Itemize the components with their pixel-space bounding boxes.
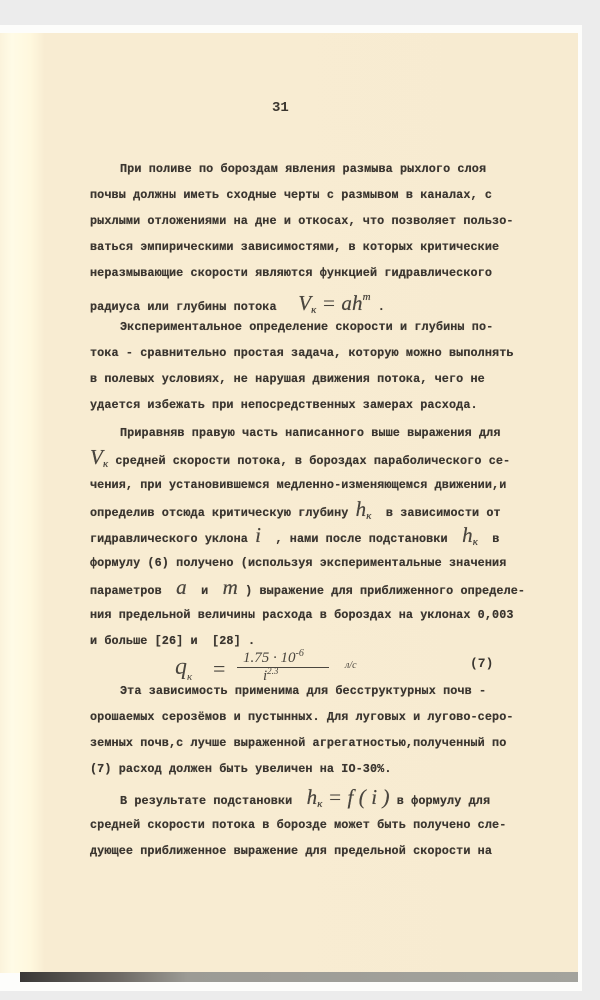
text-line bbox=[90, 346, 514, 360]
text-line bbox=[120, 162, 486, 176]
fraction-bar bbox=[237, 667, 329, 668]
text-line bbox=[120, 320, 493, 334]
text-run: гидравлического уклона bbox=[90, 532, 256, 546]
math-symbol: a bbox=[176, 575, 187, 599]
text-line bbox=[90, 292, 385, 315]
formula-numerator: $1.75 \cdot 10^{-6}$ bbox=[243, 648, 304, 666]
formula-denominator: $i^{2.3}$ bbox=[263, 666, 279, 684]
math-symbol: = $ah^m$ bbox=[316, 291, 371, 315]
text-run: чения, при установившемся медленно-изменяющемся движении,и bbox=[90, 478, 507, 492]
text-run: (7) расход должен быть увеличен на IO-30%. bbox=[90, 762, 392, 776]
text-run: формулу (6) получено (используя экспериментальные значения bbox=[90, 556, 507, 570]
text-run: В результате подстановки bbox=[120, 794, 307, 808]
math-symbol: $h_к$ bbox=[306, 785, 323, 810]
page-number: 31 bbox=[272, 100, 289, 116]
text-run: определив отсюда критическую глубину bbox=[90, 506, 356, 520]
text-line bbox=[90, 608, 514, 622]
text-run: Приравняв правую часть написанного выше выражения для bbox=[120, 426, 501, 440]
text-run: в зависимости от bbox=[371, 506, 501, 520]
text-line bbox=[120, 426, 501, 440]
text-line bbox=[90, 188, 492, 202]
text-line bbox=[90, 478, 506, 492]
text-line bbox=[90, 556, 506, 570]
math-symbol: i bbox=[255, 523, 262, 547]
text-run: тока - сравнительно простая задача, которую можно выполнять bbox=[90, 346, 514, 360]
text-line bbox=[90, 762, 392, 776]
text-run: земных почв,с лучше выраженной агрегатностью,полученный по bbox=[90, 736, 507, 750]
formula-reference-number: (7) bbox=[470, 656, 494, 671]
text-line bbox=[120, 684, 486, 698]
text-run: и больше [26] и [28] . bbox=[90, 634, 256, 648]
text-run: параметров bbox=[90, 584, 177, 598]
text-run: При поливе по бороздам явления размыва рыхлого слоя bbox=[120, 162, 487, 176]
math-symbol: $h_к$ bbox=[355, 497, 372, 522]
text-line bbox=[90, 372, 485, 386]
text-line bbox=[90, 214, 514, 228]
text-run: . bbox=[370, 300, 385, 314]
text-run: средней скорости потока в борозде может быть получено сле- bbox=[90, 818, 507, 832]
text-line bbox=[90, 736, 506, 750]
math-symbol: m bbox=[222, 575, 238, 599]
formula-equals: = bbox=[213, 656, 226, 681]
text-line bbox=[90, 445, 511, 470]
text-run: дующее приближенное выражение для предельной скорости на bbox=[90, 844, 493, 858]
text-run: почвы должны иметь сходные черты с размывом в каналах, с bbox=[90, 188, 493, 202]
text-line bbox=[90, 240, 499, 254]
text-line bbox=[90, 844, 492, 858]
text-run: орошаемых серозёмов и пустынных. Для луговых и лугово-серо- bbox=[90, 710, 514, 724]
text-line bbox=[120, 785, 491, 810]
text-line bbox=[90, 634, 255, 648]
text-line bbox=[90, 818, 506, 832]
text-run: в формулу для bbox=[389, 794, 491, 808]
text-run: ) выражение для приближенного определе- bbox=[237, 584, 526, 598]
text-run: средней скорости потока, в бороздах параболического се- bbox=[108, 454, 511, 468]
text-run: неразмывающие скорости являются функцией гидравлического bbox=[90, 266, 493, 280]
text-line bbox=[90, 266, 492, 280]
text-run: и bbox=[186, 584, 223, 598]
text-run: ния предельной величины расхода в бороздах на уклонах 0,003 bbox=[90, 608, 514, 622]
text-run: удается избежать при непосредственных замерах расхода. bbox=[90, 398, 478, 412]
text-run: ваться эмпирическими зависимостями, в которых критические bbox=[90, 240, 500, 254]
text-run: Эта зависимость применима для бесструктурных почв - bbox=[120, 684, 487, 698]
text-run: Экспериментальное определение скорости и глубины по- bbox=[120, 320, 494, 334]
text-run: рыхлыми отложениями на дне и откосах, что позволяет пользо- bbox=[90, 214, 514, 228]
formula-7 bbox=[175, 648, 535, 684]
text-run: в полевых условиях, не нарушая движения потока, чего не bbox=[90, 372, 485, 386]
scan-edge-shadow bbox=[20, 972, 578, 982]
math-symbol: $V_к$ bbox=[298, 291, 317, 316]
text-run: в bbox=[477, 532, 500, 546]
text-run: радиуса или глубины потока bbox=[90, 300, 299, 314]
math-symbol: $h_к$ bbox=[462, 523, 478, 548]
text-line bbox=[90, 497, 501, 522]
text-run: , нами после подстановки bbox=[261, 532, 463, 546]
math-symbol: $V_к$ bbox=[90, 445, 109, 470]
text-line bbox=[90, 710, 514, 724]
text-line bbox=[90, 523, 500, 548]
formula-unit: л/с bbox=[345, 660, 357, 671]
formula-lhs: $q_к$ bbox=[175, 654, 193, 683]
text-line bbox=[90, 575, 526, 599]
text-line bbox=[90, 398, 478, 412]
math-symbol: = f ( i ) bbox=[322, 785, 390, 809]
